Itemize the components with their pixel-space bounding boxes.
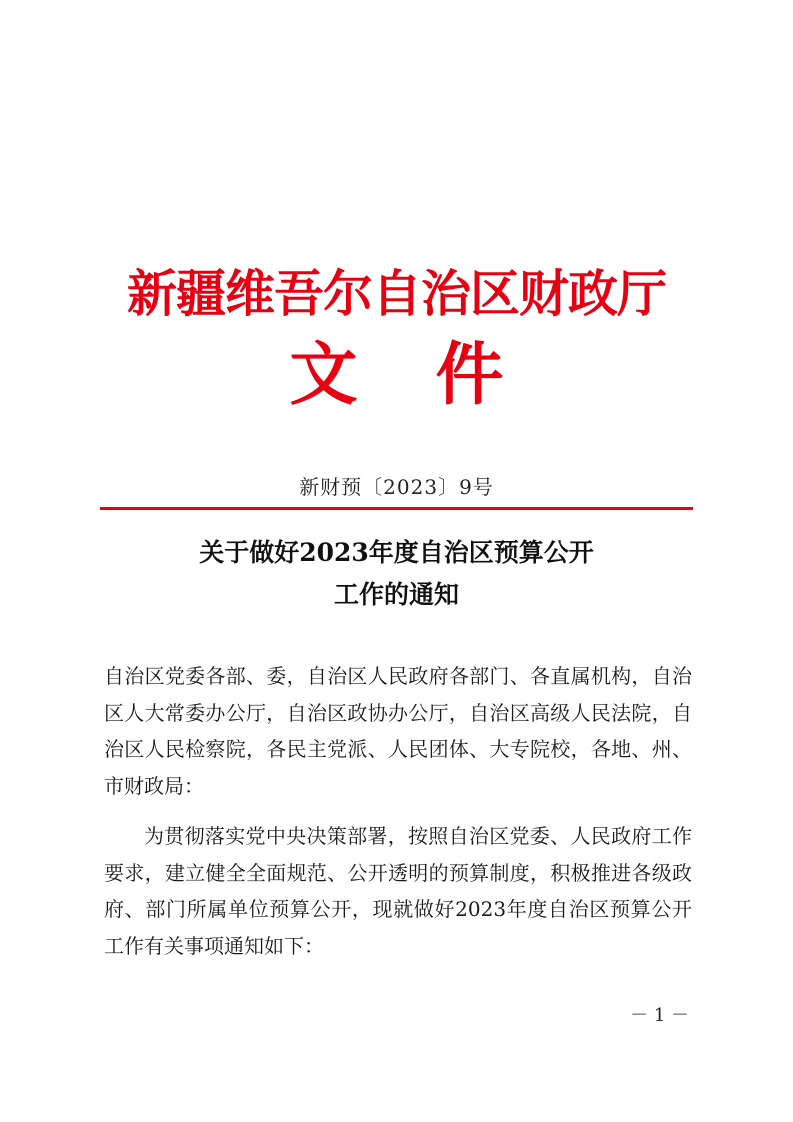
page-number: － 1 － xyxy=(630,1005,689,1026)
document-title xyxy=(0,532,793,616)
issuer-heading: 新疆维吾尔自治区财政厅 xyxy=(127,264,666,323)
document-title-line-2: 工作的通知 xyxy=(333,580,459,609)
salutation-recipients: 自治区党委各部、委，自治区人民政府各部门、各直属机构，自治区人大常委办公厅，自治区政协办公厅，自治区高级人民法院，自治区人民检察院，各民主党派、人民团体、大专院校，各地、州、市财政局： xyxy=(104,664,692,798)
body-paragraph-1: 为贯彻落实党中央决策部署，按照自治区党委、人民政府工作要求，建立健全全面规范、公开透明的预算制度，积极推进各级政府、部门所属单位预算公开，现就做好2023年度自治区预算公开工作有关事项通知如下： xyxy=(104,824,692,958)
document-number: 新财预〔2023〕9号 xyxy=(299,475,494,499)
document-type-heading: 文件 xyxy=(289,335,582,415)
red-divider-line xyxy=(100,507,693,510)
document-title-line-1: 关于做好2023年度自治区预算公开 xyxy=(199,538,594,567)
